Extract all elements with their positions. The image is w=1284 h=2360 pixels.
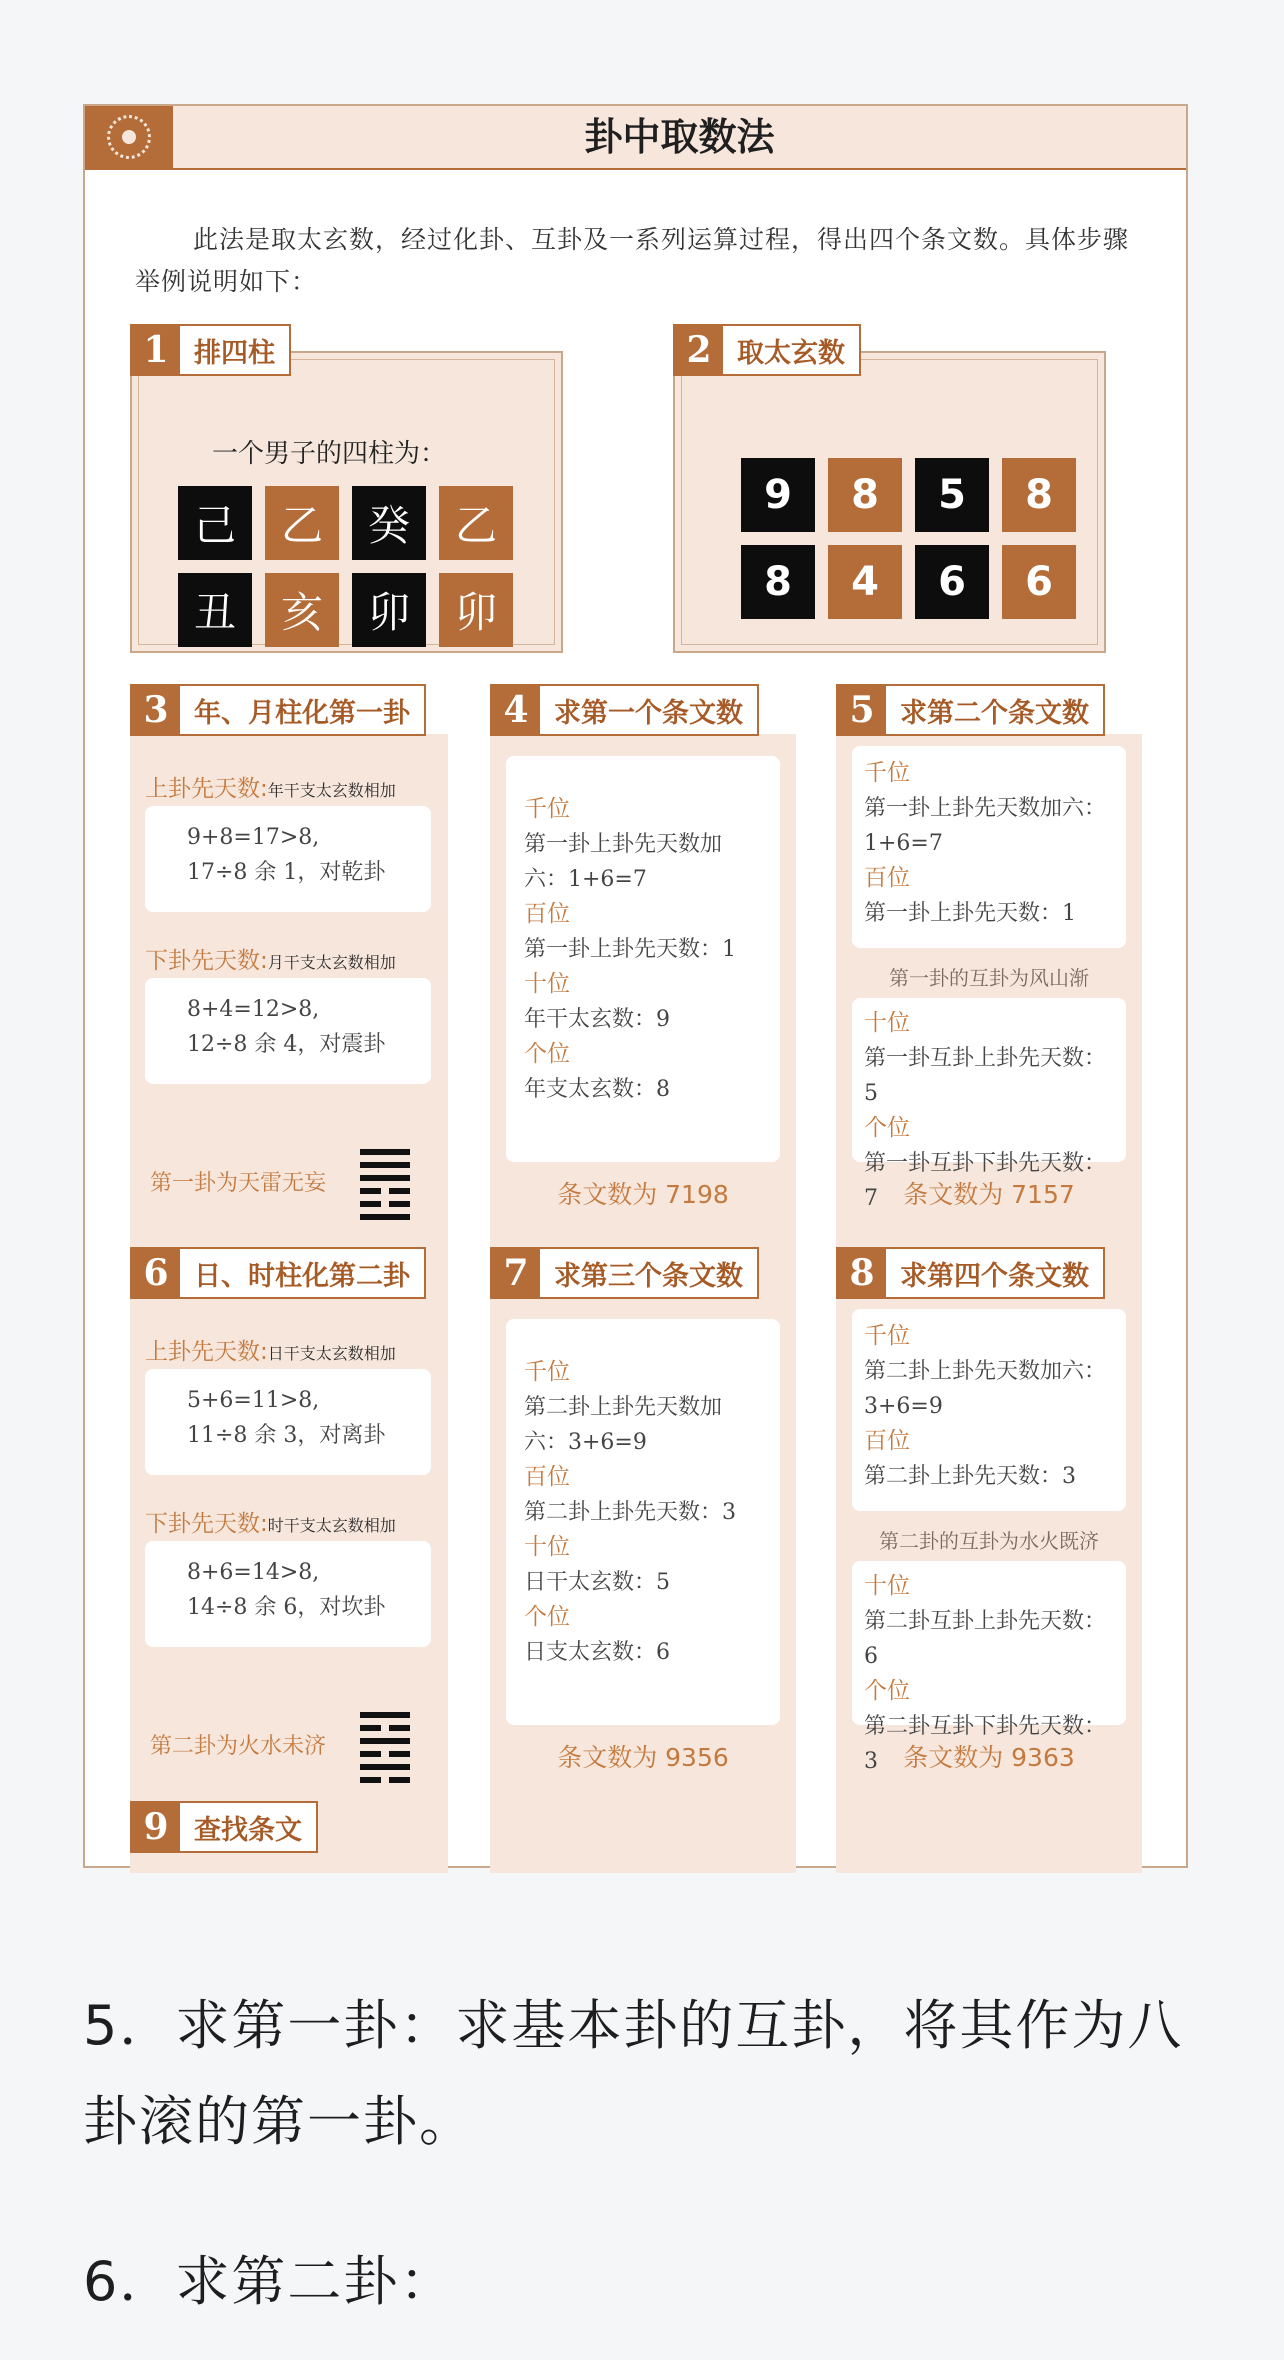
step4-header	[490, 684, 759, 736]
digit-text: 第一卦互卦下卦先天数：7	[864, 1151, 1107, 1211]
step5-header	[836, 684, 1105, 736]
digit-text: 第二卦上卦先天数加六：3+6=9	[524, 1395, 723, 1455]
pillar-cell: 癸	[352, 486, 426, 560]
number-cell: 6	[1002, 545, 1076, 619]
step-label: 求第一个条文数	[554, 697, 743, 729]
digit-label: 十位	[864, 1010, 910, 1036]
upper-trigram-note: 年干支太玄数相加	[267, 781, 396, 800]
huga-note: 第一卦的互卦为风山渐	[889, 966, 1089, 990]
pillar-cell: 卯	[352, 573, 426, 647]
step1-frame	[130, 351, 563, 653]
lower-trigram-note: 月干支太玄数相加	[267, 953, 396, 972]
digit-text: 年干太玄数：9	[524, 1007, 670, 1032]
infographic-card	[83, 104, 1188, 1868]
step3-header	[130, 684, 426, 736]
digit-text: 第二卦上卦先天数：3	[524, 1500, 736, 1525]
step-number: 5	[838, 686, 886, 734]
step-label: 求第二个条文数	[900, 697, 1089, 729]
step5-panel	[836, 734, 1142, 1310]
hexagram-wuwang-icon	[360, 1149, 410, 1227]
step-label: 查找条文	[194, 1814, 302, 1846]
step-label: 年、月柱化第一卦	[194, 697, 410, 729]
step1-header	[130, 324, 291, 376]
lower-calc-box	[145, 978, 431, 1084]
digit-label: 个位	[864, 1115, 910, 1141]
step-number: 9	[132, 1803, 180, 1851]
huga-note: 第二卦的互卦为水火既济	[879, 1529, 1099, 1553]
body-paragraph-5: 5．求第一卦：求基本卦的互卦，将其作为八卦滚的第一卦。	[83, 1994, 1184, 2153]
lower-trigram-heading: 下卦先天数:时干支太玄数相加	[145, 1511, 396, 1537]
four-pillars-grid	[178, 486, 513, 647]
step-label: 日、时柱化第二卦	[194, 1260, 410, 1292]
number-cell: 9	[741, 458, 815, 532]
digit-text: 第一卦上卦先天数加六：1+6=7	[864, 796, 1107, 856]
step7-panel	[490, 1297, 796, 1873]
digit-text: 日支太玄数：6	[524, 1640, 670, 1665]
pillar-cell: 亥	[265, 573, 339, 647]
step-number: 4	[492, 686, 540, 734]
digit-label: 十位	[864, 1573, 910, 1599]
calc-line: 5+6=11>8,	[187, 1388, 320, 1413]
intro-paragraph: 此法是取太玄数，经过化卦、互卦及一系列运算过程，得出四个条文数。具体步骤举例说明如下：	[135, 225, 1130, 296]
digit-label: 千位	[864, 760, 910, 786]
calc-line: 12÷8 余 4，对震卦	[187, 1032, 386, 1057]
digit-text: 日干太玄数：5	[524, 1570, 670, 1595]
digit-label: 千位	[864, 1323, 910, 1349]
digit-label: 个位	[524, 1604, 570, 1630]
digit-text: 第二卦互卦上卦先天数：6	[864, 1609, 1107, 1669]
calc-line: 17÷8 余 1，对乾卦	[187, 860, 386, 885]
digit-label: 百位	[524, 901, 570, 927]
result-text: 条文数为 9356	[557, 1743, 729, 1772]
step6-header	[130, 1247, 426, 1299]
number-cell: 8	[828, 458, 902, 532]
step2-header	[673, 324, 861, 376]
upper-calc-box	[145, 1369, 431, 1475]
digit-label: 百位	[864, 1428, 910, 1454]
step-label: 求第三个条文数	[554, 1260, 743, 1292]
step-number: 7	[492, 1249, 540, 1297]
calc-line: 9+8=17>8,	[187, 825, 320, 850]
calc-line: 8+4=12>8,	[187, 997, 320, 1022]
number-cell: 8	[1002, 458, 1076, 532]
step-label: 求第四个条文数	[900, 1260, 1089, 1292]
pillar-cell: 乙	[265, 486, 339, 560]
digit-label: 十位	[524, 1534, 570, 1560]
hexagram-weiji-icon	[360, 1712, 410, 1790]
lower-calc-box	[145, 1541, 431, 1647]
bagua-emblem-icon	[85, 106, 173, 168]
step-number: 8	[838, 1249, 886, 1297]
number-cell: 8	[741, 545, 815, 619]
digit-text: 第二卦上卦先天数加六：3+6=9	[864, 1359, 1107, 1419]
upper-calc-box	[145, 806, 431, 912]
digit-label: 百位	[524, 1464, 570, 1490]
upper-trigram-note: 日干支太玄数相加	[267, 1344, 396, 1363]
number-cell: 4	[828, 545, 902, 619]
digit-label: 千位	[524, 1359, 570, 1385]
pillar-cell: 乙	[439, 486, 513, 560]
step7-header	[490, 1247, 759, 1299]
digit-text: 第二卦上卦先天数：3	[864, 1464, 1076, 1489]
step-number: 3	[132, 686, 180, 734]
step6-panel	[130, 1297, 448, 1873]
digit-label: 十位	[524, 971, 570, 997]
step8-panel	[836, 1297, 1142, 1873]
taixuan-number-grid	[741, 458, 1076, 619]
digit-label: 千位	[524, 796, 570, 822]
calc-line: 8+6=14>8,	[187, 1560, 320, 1585]
result-text: 条文数为 9363	[903, 1743, 1075, 1772]
first-gua-name: 第一卦为天雷无妄	[150, 1171, 327, 1196]
step-label: 排四柱	[194, 337, 275, 369]
page-title: 卦中取数法	[584, 115, 775, 159]
step7-content-box	[506, 1319, 780, 1725]
digit-text: 第二卦互卦下卦先天数：3	[864, 1714, 1107, 1774]
digit-text: 第一卦上卦先天数：1	[864, 901, 1076, 926]
step-label: 取太玄数	[737, 337, 845, 369]
step4-panel	[490, 734, 796, 1310]
calc-line: 14÷8 余 6，对坎卦	[187, 1595, 386, 1620]
upper-trigram-heading: 上卦先天数:日干支太玄数相加	[145, 1339, 396, 1365]
step-number: 2	[675, 326, 723, 374]
step4-content-box	[506, 756, 780, 1162]
step3-panel	[130, 734, 448, 1310]
step2-frame	[673, 351, 1106, 653]
pillar-cell: 己	[178, 486, 252, 560]
digit-text: 第一卦上卦先天数：1	[524, 937, 736, 962]
lower-trigram-heading: 下卦先天数:月干支太玄数相加	[145, 948, 396, 974]
upper-trigram-heading: 上卦先天数:年干支太玄数相加	[145, 776, 396, 802]
step8-top-box	[852, 1309, 1126, 1511]
pillar-cell: 卯	[439, 573, 513, 647]
step9-header	[130, 1801, 318, 1853]
number-cell: 5	[915, 458, 989, 532]
digit-label: 百位	[864, 865, 910, 891]
step5-top-box	[852, 746, 1126, 948]
result-text: 条文数为 7198	[557, 1180, 729, 1209]
step-number: 6	[132, 1249, 180, 1297]
digit-label: 个位	[524, 1041, 570, 1067]
lower-trigram-note: 时干支太玄数相加	[267, 1516, 396, 1535]
calc-line: 11÷8 余 3，对离卦	[187, 1423, 386, 1448]
body-paragraph-6: 6．求第二卦：	[83, 2250, 456, 2313]
result-text: 条文数为 7157	[903, 1180, 1075, 1209]
step8-header	[836, 1247, 1105, 1299]
digit-text: 年支太玄数：8	[524, 1077, 670, 1102]
second-gua-name: 第二卦为火水未济	[150, 1734, 327, 1759]
pillar-cell: 丑	[178, 573, 252, 647]
digit-text: 第一卦上卦先天数加六：1+6=7	[524, 832, 723, 892]
digit-text: 第一卦互卦上卦先天数：5	[864, 1046, 1107, 1106]
step-number: 1	[132, 326, 180, 374]
title-bar	[85, 106, 1186, 170]
digit-label: 个位	[864, 1678, 910, 1704]
step1-text: 一个男子的四柱为：	[212, 439, 447, 469]
number-cell: 6	[915, 545, 989, 619]
